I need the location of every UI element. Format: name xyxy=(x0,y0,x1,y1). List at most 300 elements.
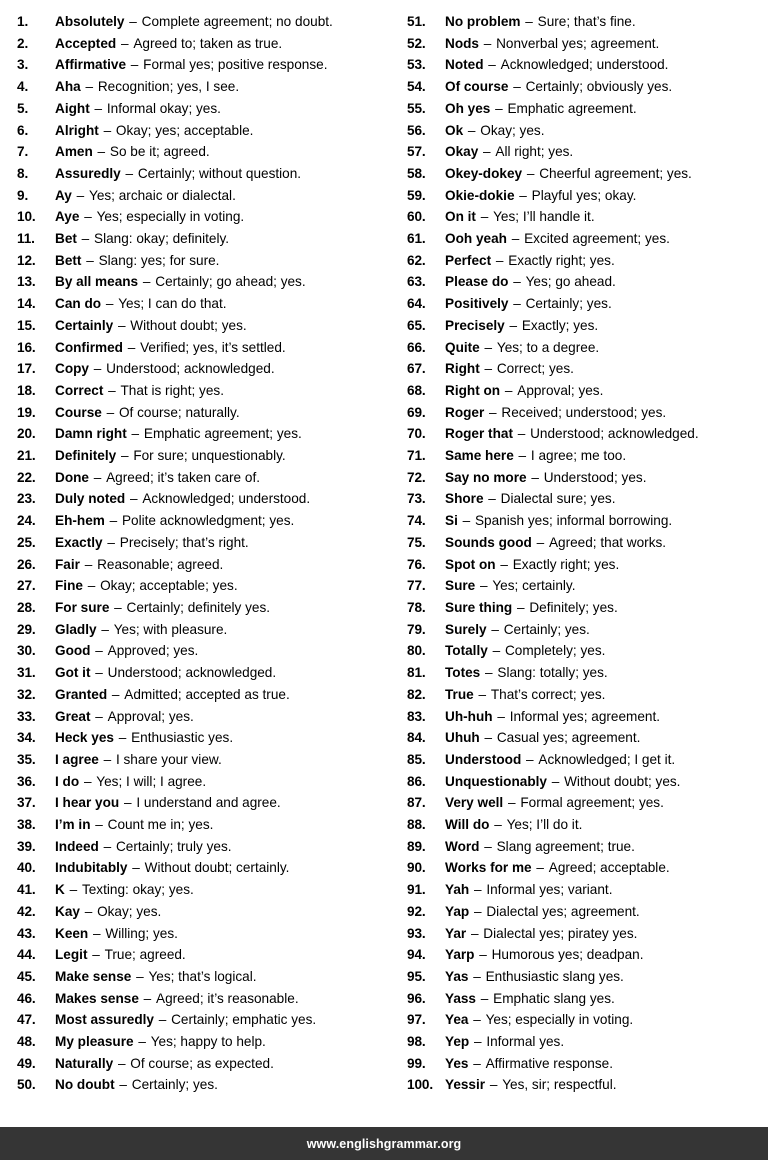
list-item-term: Shore xyxy=(445,491,484,507)
list-item-body xyxy=(55,98,384,120)
list-item-separator: – xyxy=(532,860,548,876)
list-item xyxy=(17,662,384,684)
list-item-definition: Excited agreement; yes. xyxy=(524,231,670,247)
list-item xyxy=(407,706,768,728)
list-item-definition: Certainly; yes. xyxy=(131,1077,218,1093)
list-item-body xyxy=(445,532,768,554)
list-item-body xyxy=(445,11,768,33)
list-item-number: 52. xyxy=(407,35,426,51)
list-item-definition: Understood; yes. xyxy=(543,469,647,485)
list-item-definition: Spanish yes; informal borrowing. xyxy=(474,513,673,529)
list-item-number: 77. xyxy=(407,578,426,594)
list-item-body xyxy=(445,706,768,728)
list-item-term: Yes xyxy=(445,1055,469,1071)
list-item-number: 38. xyxy=(17,817,36,833)
list-item xyxy=(17,1009,384,1031)
list-item-number: 71. xyxy=(407,448,426,464)
list-item-separator: – xyxy=(515,187,531,203)
list-item-separator: – xyxy=(470,903,486,919)
list-item-term: Si xyxy=(445,513,458,529)
list-item-number: 63. xyxy=(407,274,426,290)
list-item-number: 96. xyxy=(407,990,426,1006)
list-item-number: 87. xyxy=(407,795,426,811)
list-item-definition: Enthusiastic slang yes. xyxy=(485,968,624,984)
list-item-body xyxy=(55,619,384,641)
list-item-number: 72. xyxy=(407,469,426,485)
list-item-term: Keen xyxy=(55,925,89,941)
list-item-number: 8. xyxy=(17,165,29,181)
list-item-body xyxy=(55,11,384,33)
list-item-body xyxy=(445,98,768,120)
list-item xyxy=(407,662,768,684)
list-item-number: 95. xyxy=(407,968,426,984)
list-item xyxy=(17,857,384,879)
list-item xyxy=(407,488,768,510)
list-item-body xyxy=(445,792,768,814)
list-item-definition: Yes; happy to help. xyxy=(150,1034,266,1050)
list-item-separator: – xyxy=(89,469,106,485)
list-item-term: Positively xyxy=(445,296,509,312)
list-item-body xyxy=(55,185,384,207)
list-item-separator: – xyxy=(115,1077,131,1093)
list-item-separator: – xyxy=(80,773,96,789)
list-item-number: 46. xyxy=(17,990,36,1006)
list-item-separator: – xyxy=(509,296,525,312)
list-item-definition: Emphatic agreement; yes. xyxy=(143,426,302,442)
list-item-body xyxy=(445,315,768,337)
list-item xyxy=(407,358,768,380)
list-item-term: Say no more xyxy=(445,469,527,485)
list-item-body xyxy=(445,597,768,619)
list-item-definition: I understand and agree. xyxy=(136,795,281,811)
list-item-definition: That’s correct; yes. xyxy=(490,686,606,702)
list-item-number: 4. xyxy=(17,79,29,95)
list-item-definition: Informal yes; agreement. xyxy=(509,708,661,724)
list-item xyxy=(407,185,768,207)
list-item-separator: – xyxy=(532,534,548,550)
list-item xyxy=(17,814,384,836)
list-item-number: 12. xyxy=(17,252,36,268)
list-item-term: Okey-dokey xyxy=(445,165,523,181)
list-item xyxy=(17,706,384,728)
list-item xyxy=(407,901,768,923)
list-item xyxy=(17,402,384,424)
list-item-definition: Slang: yes; for sure. xyxy=(98,252,220,268)
list-item-number: 67. xyxy=(407,361,426,377)
list-item-term: Granted xyxy=(55,686,108,702)
list-item-number: 45. xyxy=(17,968,36,984)
list-item-term: Roger that xyxy=(445,426,513,442)
list-item-body xyxy=(445,380,768,402)
list-item-separator: – xyxy=(485,404,501,420)
list-item-body xyxy=(55,575,384,597)
list-item-separator: – xyxy=(490,817,506,833)
list-item-definition: Approval; yes. xyxy=(107,708,194,724)
list-item-term: Aye xyxy=(55,209,80,225)
list-item-separator: – xyxy=(527,469,543,485)
list-item xyxy=(17,76,384,98)
list-item-definition: Admitted; accepted as true. xyxy=(124,686,290,702)
list-item-definition: Certainly; emphatic yes. xyxy=(171,1012,317,1028)
list-item-body xyxy=(55,445,384,467)
list-item-number: 34. xyxy=(17,730,36,746)
list-item-body xyxy=(445,402,768,424)
list-item-body xyxy=(55,271,384,293)
list-item xyxy=(407,337,768,359)
list-item-body xyxy=(55,1074,384,1096)
website-url[interactable]: www.englishgrammar.org xyxy=(306,1136,462,1151)
list-item xyxy=(17,597,384,619)
list-item-number: 25. xyxy=(17,534,36,550)
list-item-term: Surely xyxy=(445,621,487,637)
list-item-body xyxy=(445,575,768,597)
list-item-body xyxy=(55,33,384,55)
list-item-separator: – xyxy=(102,404,118,420)
two-column-list xyxy=(0,11,768,1096)
list-item-term: Yarp xyxy=(445,947,475,963)
list-item-number: 17. xyxy=(17,361,36,377)
list-item-term: Kay xyxy=(55,903,80,919)
list-item-body xyxy=(445,250,768,272)
list-item-definition: Completely; yes. xyxy=(504,643,606,659)
list-item-body xyxy=(55,684,384,706)
list-item-term: By all means xyxy=(55,274,139,290)
list-item-body xyxy=(445,54,768,76)
list-item-body xyxy=(445,1009,768,1031)
list-item-body xyxy=(55,836,384,858)
list-item xyxy=(17,532,384,554)
list-item-separator: – xyxy=(99,122,115,138)
list-item-separator: – xyxy=(139,990,156,1006)
list-item-term: Done xyxy=(55,469,89,485)
list-item-term: Legit xyxy=(55,947,88,963)
list-item-term: Ok xyxy=(445,122,464,138)
list-item-body xyxy=(445,1031,768,1053)
list-item-term: Most assuredly xyxy=(55,1012,154,1028)
list-item xyxy=(17,337,384,359)
list-item-body xyxy=(55,901,384,923)
list-item-number: 20. xyxy=(17,426,36,442)
list-item-definition: Agreed; it’s taken care of. xyxy=(106,469,261,485)
list-item-number: 16. xyxy=(17,339,36,355)
list-item xyxy=(407,727,768,749)
list-item-number: 89. xyxy=(407,838,426,854)
list-item-body xyxy=(445,662,768,684)
list-item-term: Sounds good xyxy=(445,534,532,550)
list-item-separator: – xyxy=(80,209,96,225)
list-item-body xyxy=(55,54,384,76)
list-item-separator: – xyxy=(467,925,483,941)
list-item-term: Damn right xyxy=(55,426,127,442)
list-item-term: Course xyxy=(55,404,102,420)
list-item xyxy=(17,445,384,467)
list-item-definition: Acknowledged; I get it. xyxy=(538,751,676,767)
list-item-number: 1. xyxy=(17,14,29,29)
list-item-definition: Understood; acknowledged. xyxy=(106,361,275,377)
footer-bar xyxy=(0,1127,768,1160)
list-item-body xyxy=(55,228,384,250)
list-item xyxy=(407,749,768,771)
list-item-number: 93. xyxy=(407,925,426,941)
list-item xyxy=(17,185,384,207)
list-item-number: 24. xyxy=(17,513,36,529)
list-item-definition: That is right; yes. xyxy=(120,382,224,398)
list-item xyxy=(407,944,768,966)
list-item-definition: Certainly; yes. xyxy=(525,296,612,312)
list-item-number: 7. xyxy=(17,144,29,160)
list-item-term: Yep xyxy=(445,1034,470,1050)
list-item-separator: – xyxy=(469,1055,485,1071)
list-item xyxy=(17,836,384,858)
list-item xyxy=(17,1053,384,1075)
list-item-body xyxy=(55,120,384,142)
list-item-number: 11. xyxy=(17,231,35,247)
list-item-definition: Recognition; yes, I see. xyxy=(97,79,240,95)
list-item xyxy=(17,1074,384,1096)
list-item-number: 91. xyxy=(407,882,426,898)
list-item-definition: Formal yes; positive response. xyxy=(143,57,328,73)
list-item-body xyxy=(55,1053,384,1075)
list-item xyxy=(17,901,384,923)
list-item xyxy=(17,250,384,272)
list-item-definition: Certainly; obviously yes. xyxy=(525,79,673,95)
list-item-term: Alright xyxy=(55,122,99,138)
list-item-separator: – xyxy=(547,773,564,789)
list-item-number: 79. xyxy=(407,621,426,637)
list-item-term: No doubt xyxy=(55,1077,115,1093)
list-item-separator: – xyxy=(105,513,121,529)
list-item-term: Good xyxy=(55,643,91,659)
list-item-definition: Exactly; yes. xyxy=(521,317,599,333)
list-item-definition: Of course; as expected. xyxy=(130,1055,274,1071)
list-item-definition: Yes; with pleasure. xyxy=(113,621,228,637)
list-item xyxy=(407,814,768,836)
list-item-number: 85. xyxy=(407,751,426,767)
list-item-separator: – xyxy=(65,882,81,898)
list-item-number: 28. xyxy=(17,599,36,615)
list-item-definition: Agreed; acceptable. xyxy=(548,860,670,876)
list-item-body xyxy=(55,488,384,510)
list-item xyxy=(17,1031,384,1053)
list-item-number: 73. xyxy=(407,491,426,507)
list-item-body xyxy=(445,337,768,359)
list-item-separator: – xyxy=(514,448,530,464)
list-item-definition: Definitely; yes. xyxy=(529,599,618,615)
list-item-term: Yass xyxy=(445,990,476,1006)
list-item-definition: Emphatic slang yes. xyxy=(493,990,615,1006)
list-item xyxy=(407,879,768,901)
list-item xyxy=(17,988,384,1010)
list-item-number: 69. xyxy=(407,404,426,420)
list-item-definition: Dialectal yes; piratey yes. xyxy=(483,925,638,941)
list-item-definition: True; agreed. xyxy=(104,947,186,963)
list-item xyxy=(17,554,384,576)
list-item-body xyxy=(445,684,768,706)
list-item-body xyxy=(445,879,768,901)
list-item-term: I’m in xyxy=(55,817,91,833)
list-item-definition: Yes; I can do that. xyxy=(118,296,227,312)
list-item-separator: – xyxy=(121,165,137,181)
list-item xyxy=(407,141,768,163)
list-item-definition: Without doubt; yes. xyxy=(130,317,247,333)
list-item-separator: – xyxy=(464,122,480,138)
list-item-separator: – xyxy=(474,686,490,702)
list-item-number: 76. xyxy=(407,556,426,572)
list-item xyxy=(17,771,384,793)
list-item-separator: – xyxy=(126,491,142,507)
list-item-term: Unquestionably xyxy=(445,773,547,789)
list-item-number: 48. xyxy=(17,1034,36,1050)
list-item-number: 99. xyxy=(407,1055,426,1071)
list-item-body xyxy=(445,185,768,207)
list-item-separator: – xyxy=(480,361,496,377)
list-item-body xyxy=(55,532,384,554)
list-item-term: Very well xyxy=(445,795,504,811)
list-item-definition: Yes; especially in voting. xyxy=(485,1012,634,1028)
list-item xyxy=(407,597,768,619)
list-item-separator: – xyxy=(481,665,497,681)
list-item-term: Perfect xyxy=(445,252,492,268)
list-item-separator: – xyxy=(81,79,97,95)
list-item-body xyxy=(445,1074,768,1096)
list-item-term: Word xyxy=(445,838,480,854)
list-item-definition: Humorous yes; deadpan. xyxy=(491,947,644,963)
list-item-separator: – xyxy=(487,621,503,637)
list-item-definition: Dialectal sure; yes. xyxy=(500,491,616,507)
list-item-number: 15. xyxy=(17,317,36,333)
list-item-body xyxy=(55,988,384,1010)
list-item xyxy=(17,98,384,120)
list-item-separator: – xyxy=(480,730,496,746)
list-item-body xyxy=(55,554,384,576)
list-item xyxy=(407,532,768,554)
list-item xyxy=(407,1074,768,1096)
list-item-number: 51. xyxy=(407,14,426,29)
list-item-body xyxy=(445,923,768,945)
list-item xyxy=(17,684,384,706)
list-item-number: 82. xyxy=(407,686,426,702)
list-item-number: 100. xyxy=(407,1077,434,1093)
list-item-separator: – xyxy=(484,491,500,507)
list-item-term: Sure thing xyxy=(445,599,513,615)
list-item-separator: – xyxy=(496,556,512,572)
list-item-number: 5. xyxy=(17,100,29,116)
list-item xyxy=(407,684,768,706)
list-item-number: 81. xyxy=(407,665,426,681)
list-item-number: 23. xyxy=(17,491,36,507)
list-item-number: 31. xyxy=(17,665,36,681)
list-item-separator: – xyxy=(134,1034,150,1050)
list-item-term: Totes xyxy=(445,665,481,681)
list-item-separator: – xyxy=(522,751,538,767)
list-item-body xyxy=(55,1009,384,1031)
list-item-term: Great xyxy=(55,708,91,724)
list-item-separator: – xyxy=(120,795,136,811)
list-item-definition: Nonverbal yes; agreement. xyxy=(496,35,660,51)
list-item-separator: – xyxy=(484,57,500,73)
list-item-number: 22. xyxy=(17,469,36,485)
list-item-number: 88. xyxy=(407,817,426,833)
list-item-separator: – xyxy=(501,382,517,398)
list-item-term: Can do xyxy=(55,296,102,312)
list-item-definition: So be it; agreed. xyxy=(109,144,210,160)
list-item-separator: – xyxy=(488,643,504,659)
list-item-definition: Yes, sir; respectful. xyxy=(502,1077,617,1093)
list-item-body xyxy=(445,857,768,879)
list-item-definition: Certainly; without question. xyxy=(137,165,302,181)
list-item-number: 62. xyxy=(407,252,426,268)
list-item xyxy=(17,271,384,293)
list-item-separator: – xyxy=(491,100,507,116)
list-item-term: Certainly xyxy=(55,317,114,333)
list-item-number: 41. xyxy=(17,882,36,898)
list-item-definition: Certainly; go ahead; yes. xyxy=(155,274,306,290)
list-item-separator: – xyxy=(91,817,107,833)
list-item-definition: Complete agreement; no doubt. xyxy=(141,14,333,29)
list-item-body xyxy=(55,857,384,879)
list-item-body xyxy=(445,467,768,489)
list-item-term: Right xyxy=(445,361,480,377)
list-item-definition: Of course; naturally. xyxy=(118,404,240,420)
list-item-body xyxy=(445,228,768,250)
list-item-definition: Willing; yes. xyxy=(105,925,178,941)
list-item-body xyxy=(55,510,384,532)
list-item-separator: – xyxy=(99,838,115,854)
list-item-term: Yah xyxy=(445,882,470,898)
list-item-number: 30. xyxy=(17,643,36,659)
list-item-separator: – xyxy=(523,165,539,181)
list-item-number: 64. xyxy=(407,296,426,312)
list-item-term: Fine xyxy=(55,578,83,594)
list-item-definition: Certainly; yes. xyxy=(503,621,590,637)
list-item-number: 74. xyxy=(407,513,426,529)
list-item-body xyxy=(445,554,768,576)
list-item-term: Okie-dokie xyxy=(445,187,515,203)
list-item xyxy=(407,423,768,445)
list-item xyxy=(407,857,768,879)
list-item-separator: – xyxy=(102,296,118,312)
list-item xyxy=(17,749,384,771)
list-item-definition: Received; understood; yes. xyxy=(501,404,667,420)
list-item xyxy=(407,402,768,424)
list-item-number: 86. xyxy=(407,773,426,789)
list-item-definition: Yes; especially in voting. xyxy=(96,209,245,225)
list-item xyxy=(407,988,768,1010)
list-item-definition: Yes; go ahead. xyxy=(525,274,616,290)
list-item-separator: – xyxy=(507,231,524,247)
list-item xyxy=(17,879,384,901)
list-item-number: 66. xyxy=(407,339,426,355)
list-item-term: Yas xyxy=(445,968,469,984)
list-item-term: No problem xyxy=(445,14,521,29)
list-item-term: Make sense xyxy=(55,968,132,984)
list-item xyxy=(17,966,384,988)
list-item-number: 39. xyxy=(17,838,36,854)
list-item-number: 78. xyxy=(407,599,426,615)
list-item xyxy=(407,923,768,945)
list-item-number: 10. xyxy=(17,209,36,225)
list-item-separator: – xyxy=(479,35,496,51)
list-item-term: Got it xyxy=(55,665,91,681)
list-item xyxy=(17,54,384,76)
list-item-body xyxy=(55,423,384,445)
list-item-separator: – xyxy=(97,621,113,637)
list-item-number: 80. xyxy=(407,643,426,659)
list-item-body xyxy=(55,966,384,988)
list-item-definition: Affirmative response. xyxy=(485,1055,613,1071)
list-item xyxy=(17,141,384,163)
list-item-definition: Informal okay; yes. xyxy=(106,100,221,116)
